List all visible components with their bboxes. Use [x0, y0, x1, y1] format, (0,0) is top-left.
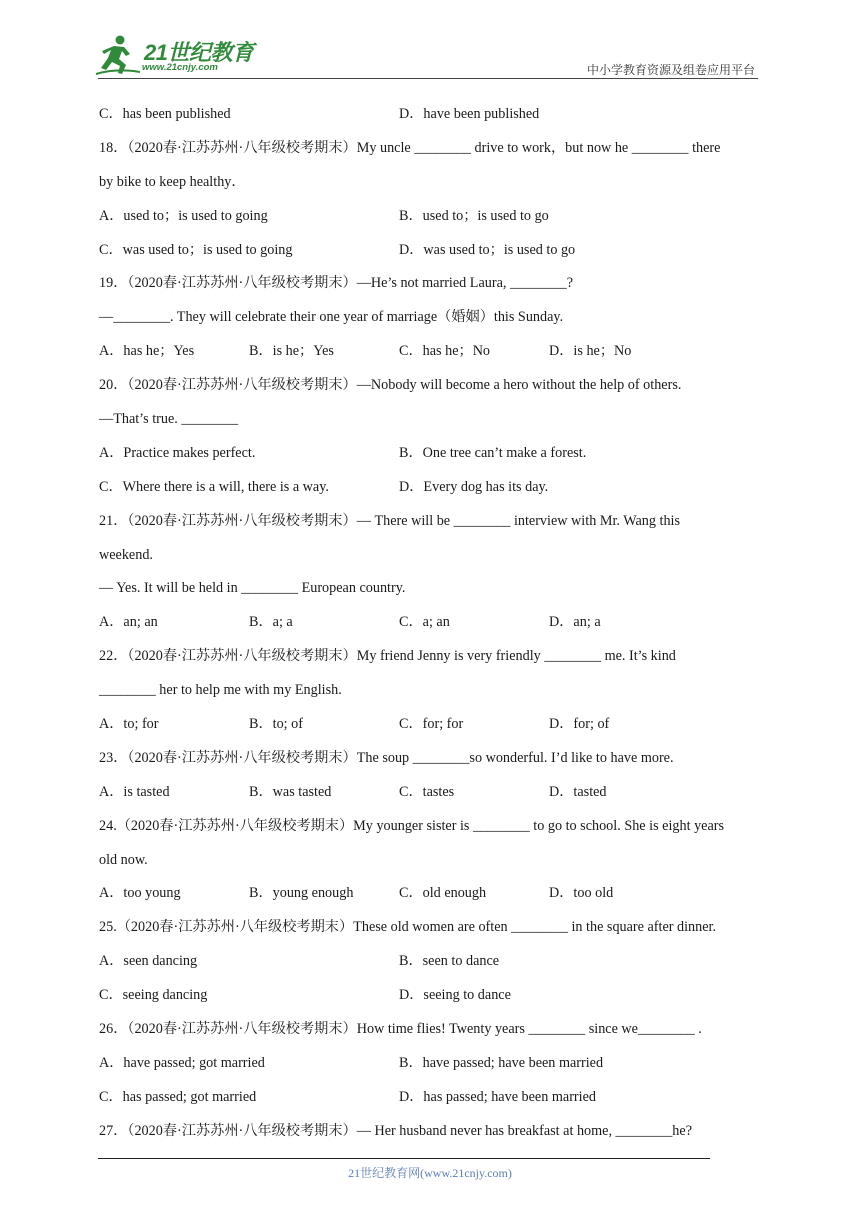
site-logo[interactable] — [92, 34, 262, 78]
logo-url: www.21cnjy.com — [142, 62, 218, 73]
option-d: D．is he；No — [549, 343, 632, 360]
question-27-stem: 27．（2020春·江苏苏州·八年级校考期末）— Her husband never has breakfast at home, ________he? — [99, 1122, 692, 1139]
question-20-stem-cont: —That’s true. ________ — [99, 411, 239, 428]
options-row — [99, 606, 763, 640]
question-list — [99, 98, 763, 1149]
page-header — [0, 0, 860, 80]
option-c: C．was used to；is used to going — [99, 241, 293, 258]
options-row — [99, 708, 763, 742]
question-18-stem-cont: by bike to keep healthy． — [99, 173, 246, 190]
option-c: C．seeing dancing — [99, 987, 208, 1004]
option-d: D．tasted — [549, 783, 607, 800]
option-a: A．used to；is used to going — [99, 207, 268, 224]
question-24-stem-cont: old now. — [99, 851, 148, 868]
question-18-stem: 18．（2020春·江苏苏州·八年级校考期末）My uncle ________ drive to work，but now he ________ there — [99, 139, 721, 156]
option-a: A．have passed; got married — [99, 1054, 265, 1071]
options-row — [99, 437, 763, 471]
option-a: A．too young — [99, 885, 181, 902]
question-24-stem: 24.（2020春·江苏苏州·八年级校考期末）My younger sister is ________ to go to school. She is eight years — [99, 817, 724, 834]
option-d: D．for; of — [549, 716, 610, 733]
option-b: B．young enough — [249, 885, 354, 902]
option-b: B．have passed; have been married — [399, 1054, 604, 1071]
option-d: D．was used to；is used to go — [399, 241, 576, 258]
option-c: C．old enough — [399, 885, 487, 902]
option-b: B．to; of — [249, 716, 303, 733]
question-25-stem: 25.（2020春·江苏苏州·八年级校考期末）These old women are often ________ in the square after dinner. — [99, 919, 717, 936]
option-d: D．seeing to dance — [399, 987, 511, 1004]
options-row — [99, 335, 763, 369]
options-row — [99, 877, 763, 911]
option-d: D．has passed; have been married — [399, 1088, 596, 1105]
option-b: B．is he；Yes — [249, 343, 334, 360]
platform-name: 中小学教育资源及组卷应用平台 — [586, 63, 755, 77]
question-21-stem-cont: — Yes. It will be held in ________ European country. — [99, 580, 406, 597]
options-row — [99, 98, 763, 132]
option-c: C．has he；No — [399, 343, 491, 360]
footer-divider — [98, 1158, 710, 1159]
option-a: A．Practice makes perfect. — [99, 444, 256, 461]
question-22-stem-cont: ________ her to help me with my English. — [99, 682, 342, 699]
option-d: D．too old — [549, 885, 614, 902]
options-row — [99, 979, 763, 1013]
option-b: B．seen to dance — [399, 953, 500, 970]
question-19-stem: 19．（2020春·江苏苏州·八年级校考期末）—He’s not married Laura, ________? — [99, 275, 574, 292]
question-21-stem: 21．（2020春·江苏苏州·八年级校考期末）— There will be ________ interview with Mr. Wang this — [99, 512, 681, 529]
option-b: B．One tree can’t make a forest. — [399, 444, 587, 461]
option-d: D．have been published — [399, 106, 540, 122]
option-a: A．to; for — [99, 716, 159, 733]
question-21-stem-cont: weekend. — [99, 546, 153, 563]
options-row — [99, 1081, 763, 1115]
option-a: A．seen dancing — [99, 953, 198, 970]
options-row — [99, 945, 763, 979]
option-b: B．was tasted — [249, 783, 332, 800]
option-c: C．a; an — [399, 614, 450, 631]
option-c: C．has been published — [99, 106, 231, 122]
options-row — [99, 776, 763, 810]
question-26-stem: 26．（2020春·江苏苏州·八年级校考期末）How time flies! Twenty years ________ since we________ . — [99, 1021, 702, 1038]
header-divider — [98, 78, 758, 79]
question-19-stem-cont: —________. They will celebrate their one year of marriage（婚姻）this Sunday. — [99, 309, 564, 326]
question-22-stem: 22．（2020春·江苏苏州·八年级校考期末）My friend Jenny is very friendly ________ me. It’s kind — [99, 648, 676, 665]
runner-icon — [92, 34, 142, 78]
options-row — [99, 234, 763, 268]
option-a: A．has he；Yes — [99, 343, 195, 360]
option-b: B．used to；is used to go — [399, 207, 549, 224]
option-c: C．has passed; got married — [99, 1088, 257, 1105]
option-b: B．a; a — [249, 614, 293, 631]
options-row — [99, 200, 763, 234]
option-c: C．tastes — [399, 783, 455, 800]
option-d: D．Every dog has its day. — [399, 478, 549, 495]
option-a: A．an; an — [99, 614, 158, 631]
question-20-stem: 20．（2020春·江苏苏州·八年级校考期末）—Nobody will become a hero without the help of others. — [99, 377, 682, 394]
option-d: D．an; a — [549, 614, 601, 631]
options-row — [99, 1047, 763, 1081]
option-a: A．is tasted — [99, 783, 170, 800]
logo-text: 21世纪教育 — [144, 40, 254, 65]
question-23-stem: 23．（2020春·江苏苏州·八年级校考期末）The soup ________so wonderful. I’d like to have more. — [99, 749, 674, 766]
option-c: C．for; for — [399, 716, 464, 733]
footer-link[interactable]: 21世纪教育网(www.21cnjy.com) — [348, 1166, 512, 1180]
option-c: C．Where there is a will, there is a way. — [99, 478, 329, 495]
options-row — [99, 471, 763, 505]
